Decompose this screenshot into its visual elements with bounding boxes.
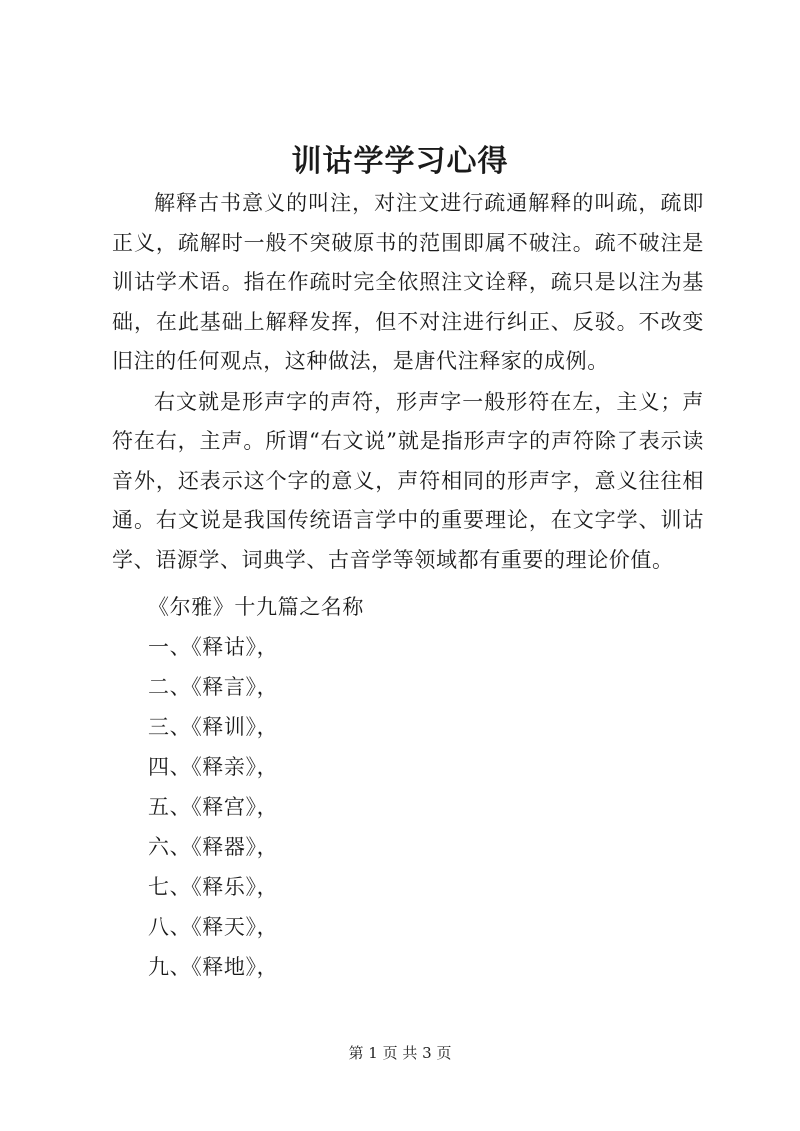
list-item: 三、《释训》， bbox=[148, 715, 279, 739]
list-item: 六、《释器》， bbox=[148, 835, 279, 859]
list-item: 二、《释言》， bbox=[148, 675, 279, 699]
paragraph-you-wen-shuo: 右文就是形声字的声符，形声字一般形符在左，主义；声符在右，主声。所谓“右文说”就是指形声字的声符除了表示读音外，还表示这个字的意义，声符相同的形声字，意义往往相通。右文说是我国传统语言学中的重要理论，在文字学、训诂学、语源学、词典学、古音学等领域都有重要的理论价值。 bbox=[112, 389, 704, 572]
page-footer: 第 1 页 共 3 页 bbox=[348, 1044, 452, 1062]
erya-chapter-list bbox=[112, 627, 704, 987]
list-item: 四、《释亲》， bbox=[148, 755, 279, 779]
paragraph-shu-bu-po-zhu: 解释古书意义的叫注，对注文进行疏通解释的叫疏，疏即正义，疏解时一般不突破原书的范围即属不破注。疏不破注是训诂学术语。指在作疏时完全依照注文诠释，疏只是以注为基础，在此基础上解释发挥，但不对注进行纠正、反驳。不改变旧注的任何观点，这种做法，是唐代注释家的成例。 bbox=[112, 191, 704, 373]
list-item: 五、《释宫》， bbox=[148, 795, 279, 819]
list-item: 七、《释乐》， bbox=[148, 875, 279, 899]
document-title: 训诂学学习心得 bbox=[291, 144, 509, 179]
list-heading-erya: 《尔雅》十九篇之名称 bbox=[148, 595, 364, 619]
list-item: 一、《释诂》， bbox=[148, 635, 279, 659]
document-body bbox=[112, 184, 704, 987]
list-item: 八、《释天》， bbox=[148, 915, 279, 939]
list-item: 九、《释地》， bbox=[148, 955, 279, 979]
